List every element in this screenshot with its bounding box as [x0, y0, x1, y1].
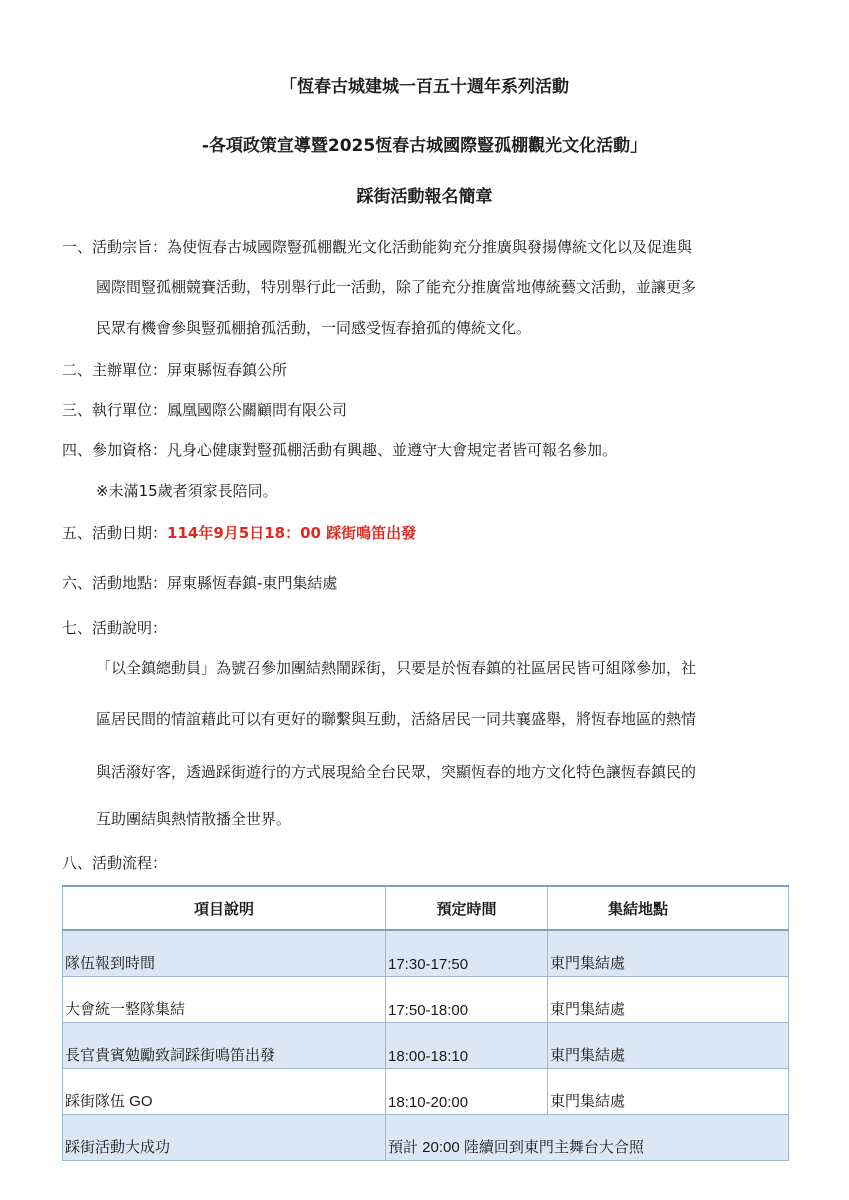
- section-7-line-2: 區居民間的情誼藉此可以有更好的聯繫與互動，活絡居民一同共襄盛舉，將恆春地區的熱情: [96, 710, 697, 728]
- section-7-line-1: 「以全鎮總動員」為號召參加團結熱鬧踩街，只要是於恆春鎮的社區居民皆可組隊參加，社: [96, 659, 697, 677]
- table-row: [63, 1023, 789, 1069]
- title-line-3: 踩街活動報名簡章: [356, 187, 493, 207]
- section-1-line-1: 一、活動宗旨：為使恆春古城國際豎孤棚觀光文化活動能夠充分推廣與發揚傳統文化以及促進與: [62, 238, 693, 256]
- table-row: [63, 977, 789, 1023]
- section-6-location: 六、活動地點：屏東縣恆春鎮-東門集結處: [62, 574, 338, 592]
- header-time: 預定時間: [386, 886, 548, 930]
- table-row: [63, 1069, 789, 1115]
- table-row: [63, 930, 789, 977]
- header-item: 項目說明: [63, 886, 386, 930]
- cell-merged-note: 預計 20:00 陸續回到東門主舞台大合照: [386, 1115, 789, 1161]
- cell-time: 17:30-17:50: [386, 930, 548, 977]
- cell-place: 東門集結處: [548, 1023, 789, 1069]
- section-4-eligibility: 四、參加資格：凡身心健康對豎孤棚活動有興趣、並遵守大會規定者皆可報名參加。: [62, 441, 618, 459]
- section-5-label: 五、活動日期：: [62, 524, 168, 542]
- section-7-label: 七、活動說明：: [62, 619, 168, 637]
- title-line-2: -各項政策宣導暨2025恆春古城國際豎孤棚觀光文化活動」: [201, 136, 648, 156]
- section-8-label: 八、活動流程：: [62, 854, 168, 872]
- section-7-line-3: 與活潑好客，透過踩街遊行的方式展現給全台民眾，突顯恆春的地方文化特色讓恆春鎮民的: [96, 763, 697, 781]
- cell-time: 17:50-18:00: [386, 977, 548, 1023]
- section-5-value: 114年9月5日18：00 踩街鳴笛出發: [167, 524, 417, 542]
- section-3-executor: 三、執行單位：鳳凰國際公關顧問有限公司: [62, 401, 348, 419]
- cell-item: 踩街活動大成功: [63, 1115, 386, 1161]
- cell-place: 東門集結處: [548, 977, 789, 1023]
- cell-time: 18:00-18:10: [386, 1023, 548, 1069]
- cell-item: 踩街隊伍 GO: [63, 1069, 386, 1115]
- table-row: [63, 1115, 789, 1161]
- section-2-organizer: 二、主辦單位：屏東縣恆春鎮公所: [62, 361, 288, 379]
- cell-item: 長官貴賓勉勵致詞踩街鳴笛出發: [63, 1023, 386, 1069]
- title-line-1: 「恆春古城建城一百五十週年系列活動: [280, 77, 569, 97]
- section-5-date: [62, 522, 416, 543]
- cell-time: 18:10-20:00: [386, 1069, 548, 1115]
- cell-item: 大會統一整隊集結: [63, 977, 386, 1023]
- section-4-note: ※未滿15歲者須家長陪同。: [96, 482, 278, 500]
- cell-place: 東門集結處: [548, 1069, 789, 1115]
- cell-place: 東門集結處: [548, 930, 789, 977]
- section-1-line-2: 國際間豎孤棚競賽活動，特別舉行此一活動，除了能充分推廣當地傳統藝文活動，並讓更多: [96, 278, 697, 296]
- section-1-line-3: 民眾有機會參與豎孤棚搶孤活動，一同感受恆春搶孤的傳統文化。: [96, 319, 532, 337]
- table-header-row: [63, 886, 789, 930]
- flow-table: [62, 885, 789, 1161]
- cell-item: 隊伍報到時間: [63, 930, 386, 977]
- header-place: 集結地點: [548, 886, 789, 930]
- section-7-line-4: 互助團結與熱情散播全世界。: [96, 810, 292, 828]
